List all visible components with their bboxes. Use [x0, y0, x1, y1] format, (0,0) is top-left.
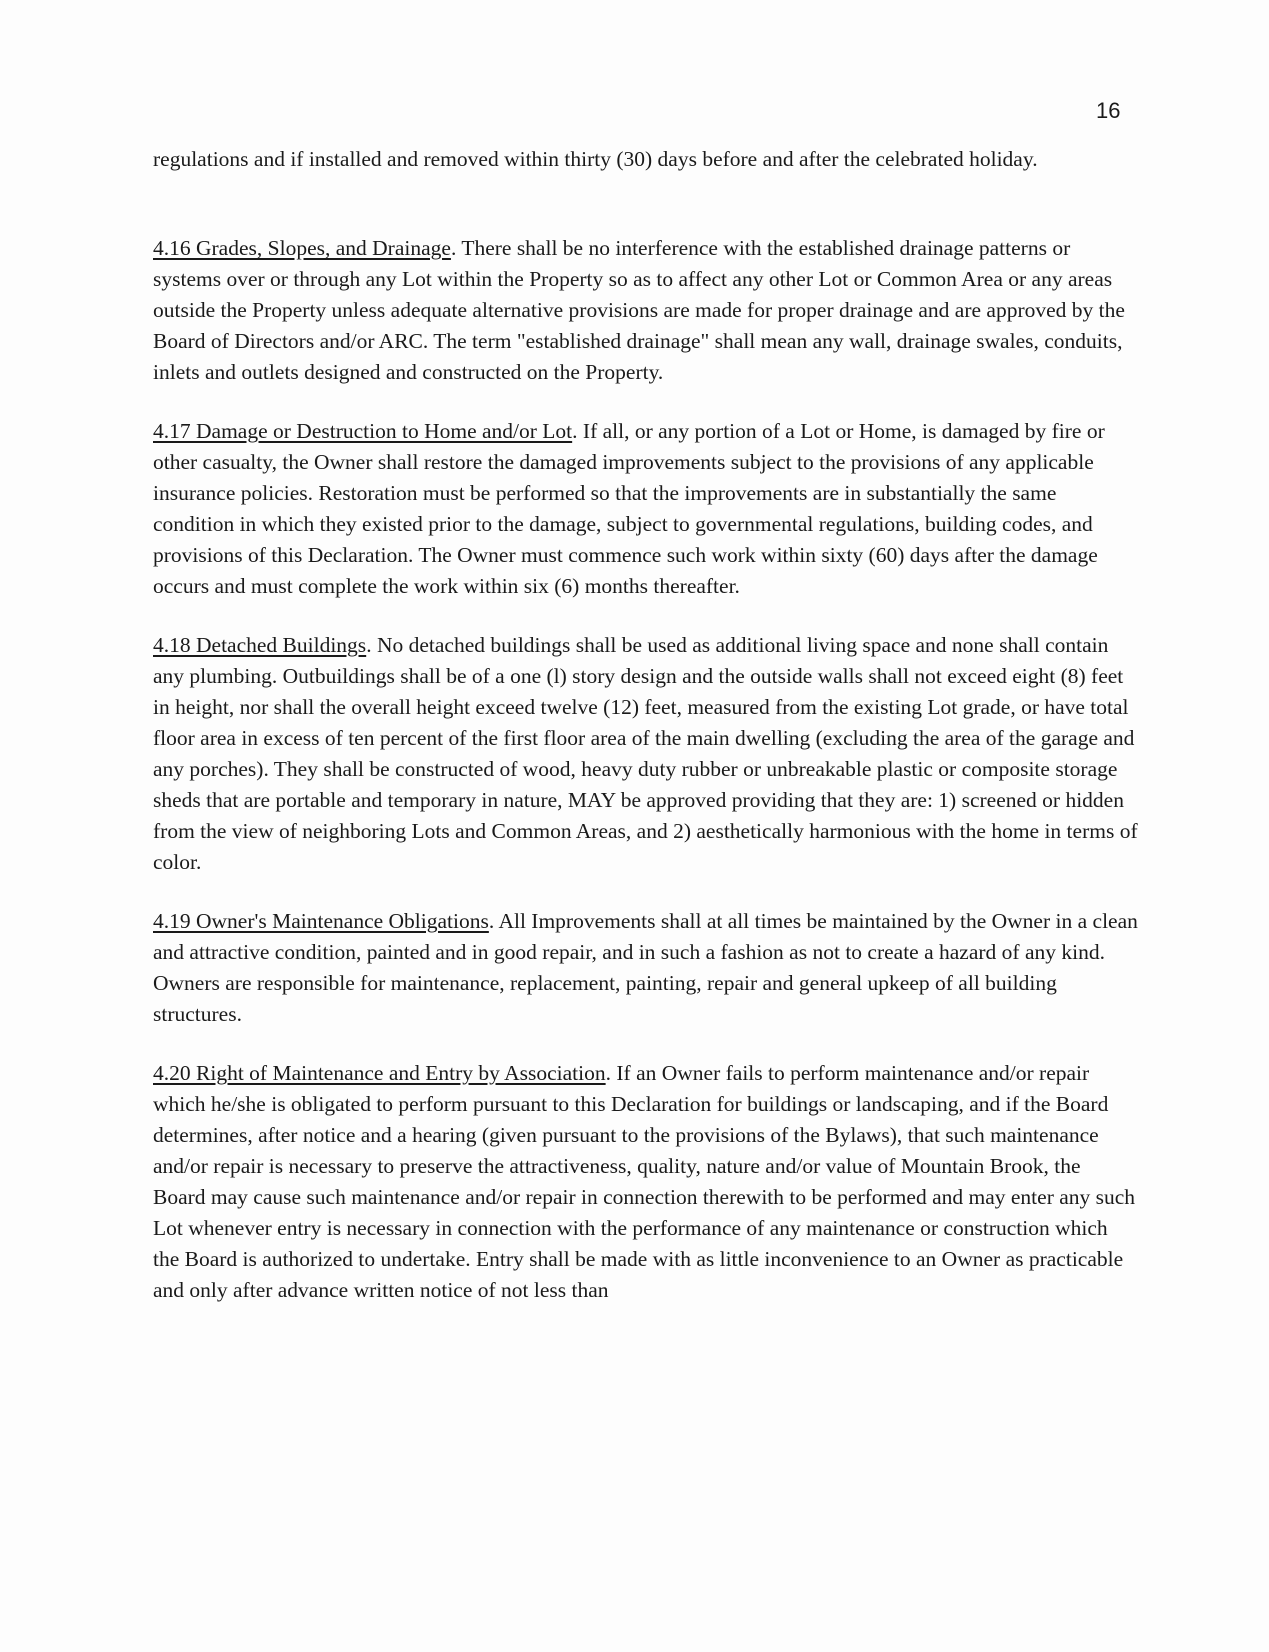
section-text: If all, or any portion of a Lot or Home, is damaged by fire or other casualty, the Owner shall restore the damaged improvements subject to the provisions of any applicable insurance policies. Restoration must be performed so that the improvements are in substantially the same condition in which they existed prior to the damage, subject to governmental regulations, building codes, and provisions of this Declaration. The Owner must commence such work within sixty (60) days after the damage occurs and must complete the work within six (6) months thereafter. [153, 419, 1105, 598]
section-text: If an Owner fails to perform maintenance and/or repair which he/she is obligated to perform pursuant to this Declaration for buildings or landscaping, and if the Board determines, after notice and a hearing (given pursuant to the provisions of the Bylaws), that such maintenance and/or repair is necessary to preserve the attractiveness, quality, nature and/or value of Mountain Brook, the Board may cause such maintenance and/or repair in connection therewith to be performed and may enter any such Lot whenever entry is necessary in connection with the performance of any maintenance or construction which the Board is authorized to undertake. Entry shall be made with as little inconvenience to an Owner as practicable and only after advance written notice of not less than [153, 1061, 1136, 1302]
section-text: There shall be no interference with the established drainage patterns or systems over or through any Lot within the Property so as to affect any other Lot or Common Area or any areas outside the Property unless adequate alternative provisions are made for proper drainage and are approved by the Board of Directors and/or ARC. The term "established drainage" shall mean any wall, drainage swales, conduits, inlets and outlets designed and constructed on the Property. [153, 236, 1125, 384]
section-text: All Improvements shall at all times be maintained by the Owner in a clean and attractive condition, painted and in good repair, and in such a fashion as not to create a hazard of any kind. Owners are responsible for maintenance, replacement, painting, repair and general upkeep of all building structures. [153, 909, 1138, 1026]
section-4-17: 4.17 Damage or Destruction to Home and/or Lot. If all, or any portion of a Lot or Home, is damaged by fire or other casualty, the Owner shall restore the damaged improvements subject to the provisions of any applicable insurance policies. Restoration must be performed so that the improvements are in substantially the same condition in which they existed prior to the damage, subject to governmental regulations, building codes, and provisions of this Declaration. The Owner must commence such work within sixty (60) days after the damage occurs and must complete the work within six (6) months thereafter. [153, 419, 1105, 598]
page-number: 16 [1096, 98, 1121, 123]
section-heading: 4.17 Damage or Destruction to Home and/or Lot [153, 419, 573, 443]
section-heading: 4.20 Right of Maintenance and Entry by Association [153, 1061, 606, 1085]
section-heading: 4.18 Detached Buildings [153, 633, 367, 657]
section-4-19: 4.19 Owner's Maintenance Obligations. All Improvements shall at all times be maintained by the Owner in a clean and attractive condition, painted and in good repair, and in such a fashion as not to create a hazard of any kind. Owners are responsible for maintenance, replacement, painting, repair and general upkeep of all building structures. [153, 909, 1138, 1026]
section-4-18: 4.18 Detached Buildings. No detached buildings shall be used as additional living space and none shall contain any plumbing. Outbuildings shall be of a one (l) story design and the outside walls shall not exceed eight (8) feet in height, nor shall the overall height exceed twelve (12) feet, measured from the existing Lot grade, or have total floor area in excess of ten percent of the first floor area of the main dwelling (excluding the area of the garage and any porches). They shall be constructed of wood, heavy duty rubber or unbreakable plastic or composite storage sheds that are portable and temporary in nature, MAY be approved providing that they are: 1) screened or hidden from the view of neighboring Lots and Common Areas, and 2) aesthetically harmonious with the home in terms of color. [153, 633, 1138, 874]
section-4-20: 4.20 Right of Maintenance and Entry by Association. If an Owner fails to perform maintenance and/or repair which he/she is obligated to perform pursuant to this Declaration for buildings or landscaping, and if the Board determines, after notice and a hearing (given pursuant to the provisions of the Bylaws), that such maintenance and/or repair is necessary to preserve the attractiveness, quality, nature and/or value of Mountain Brook, the Board may cause such maintenance and/or repair in connection therewith to be performed and may enter any such Lot whenever entry is necessary in connection with the performance of any maintenance or construction which the Board is authorized to undertake. Entry shall be made with as little inconvenience to an Owner as practicable and only after advance written notice of not less than [153, 1061, 1136, 1302]
section-text: No detached buildings shall be used as additional living space and none shall contain any plumbing. Outbuildings shall be of a one (l) story design and the outside walls shall not exceed eight (8) feet in height, nor shall the overall height exceed twelve (12) feet, measured from the existing Lot grade, or have total floor area in excess of ten percent of the first floor area of the main dwelling (excluding the area of the garage and any porches). They shall be constructed of wood, heavy duty rubber or unbreakable plastic or composite storage sheds that are portable and temporary in nature, MAY be approved providing that they are: 1) screened or hidden from the view of neighboring Lots and Common Areas, and 2) aesthetically harmonious with the home in terms of color. [153, 633, 1138, 874]
document-body [153, 144, 1138, 1306]
section-heading: 4.19 Owner's Maintenance Obligations [153, 909, 489, 933]
section-4-16: 4.16 Grades, Slopes, and Drainage. There shall be no interference with the established drainage patterns or systems over or through any Lot within the Property so as to affect any other Lot or Common Area or any areas outside the Property unless adequate alternative provisions are made for proper drainage and are approved by the Board of Directors and/or ARC. The term "established drainage" shall mean any wall, drainage swales, conduits, inlets and outlets designed and constructed on the Property. [153, 236, 1125, 384]
section-heading: 4.16 Grades, Slopes, and Drainage [153, 236, 451, 260]
intro-paragraph: regulations and if installed and removed within thirty (30) days before and after the celebrated holiday. [153, 147, 1038, 171]
